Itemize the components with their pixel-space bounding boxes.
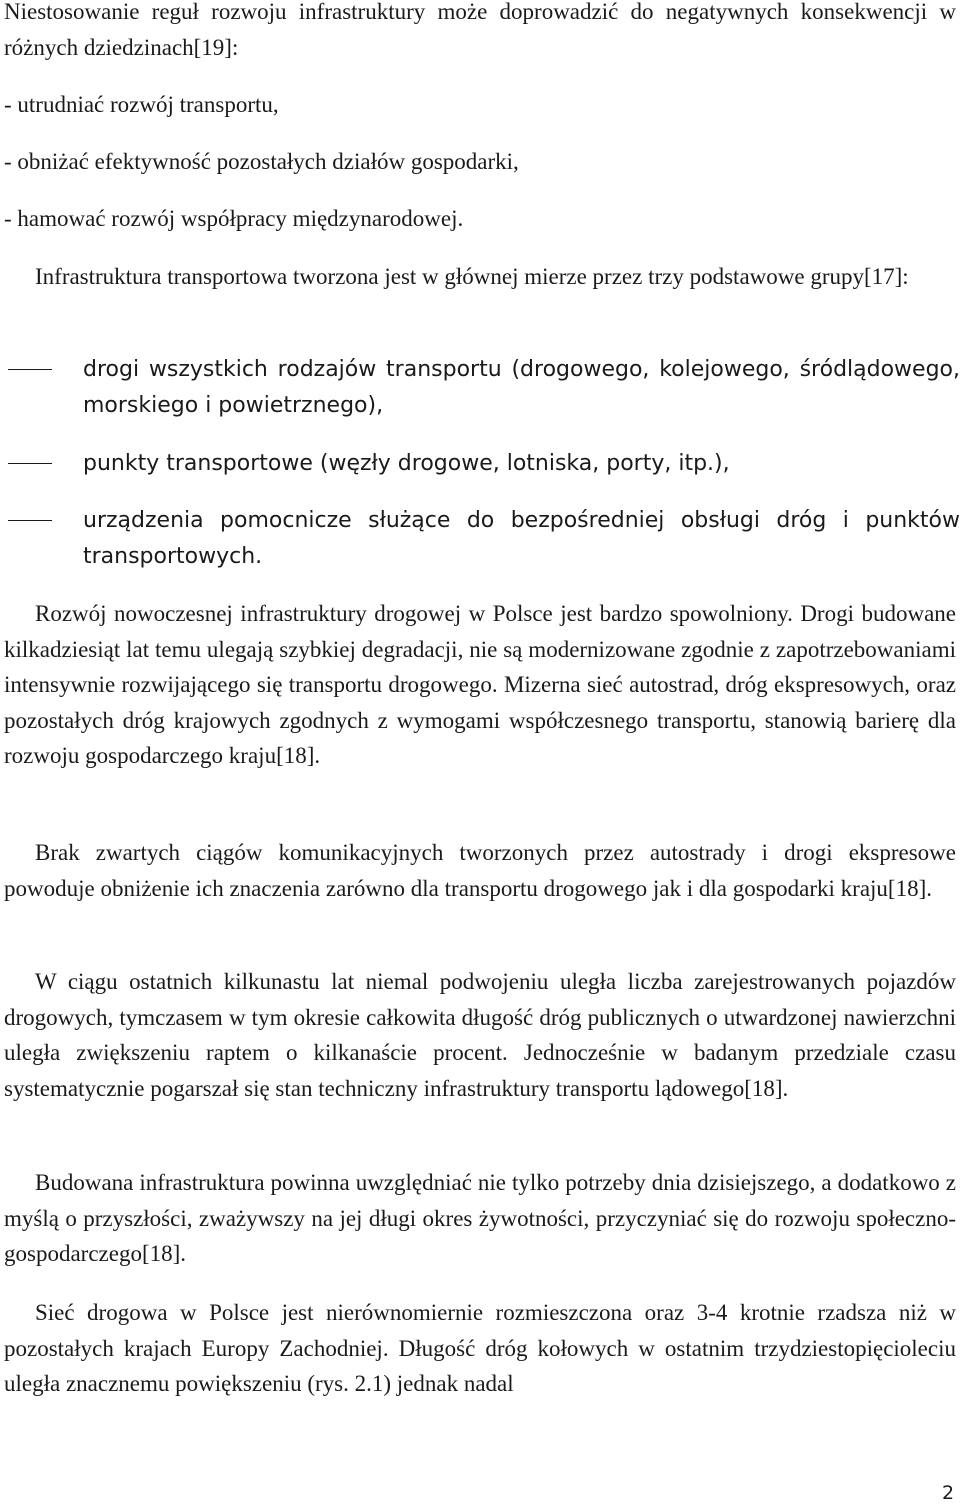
- dash-list-item-text: punkty transportowe (węzły drogowe, lotniska, porty, itp.),: [83, 451, 730, 476]
- dash-list-item-text: urządzenia pomocnicze służące do bezpośredniej obsługi dróg i punktów transportowych.: [83, 508, 960, 569]
- dash-list-item: [4, 503, 960, 575]
- body-paragraph: W ciągu ostatnich kilkunastu lat niemal podwojeniu uległa liczba zarejestrowanych pojazdów drogowych, tymczasem w tym okresie całkowita długość dróg publicznych o utwardzonej nawierzchni uległa zwiększeniu raptem o kilkanaście procent. Jednocześnie w badanym przedziale czasu systematycznie pogarszał się stan techniczny infrastruktury transportu lądowego[18].: [4, 969, 956, 1101]
- em-dash-bullet: [8, 369, 52, 370]
- dash-list-item-text: drogi wszystkich rodzajów transportu (drogowego, kolejowego, śródlądowego, morskiego i powietrznego),: [83, 357, 960, 418]
- hyphen-list-item: - hamować rozwój współpracy międzynarodowej.: [4, 206, 464, 231]
- dash-list-item: [4, 446, 956, 482]
- body-paragraph: Rozwój nowoczesnej infrastruktury drogowej w Polsce jest bardzo spowolniony. Drogi budowane kilkadziesiąt lat temu ulegają szybkiej degradacji, nie są modernizowane zgodnie z zapotrzebowaniami intensywnie rozwijającego się transportu drogowego. Mizerna sieć autostrad, dróg ekspresowych, oraz pozostałych dróg krajowych zgodnych z wymogami współczesnego transportu, stanowią barierę dla rozwoju gospodarczego kraju[18].: [4, 601, 956, 768]
- em-dash-bullet: [8, 463, 52, 464]
- intro-paragraph: Niestosowanie reguł rozwoju infrastruktury może doprowadzić do negatywnych konsekwencji w różnych dziedzinach[19]:: [4, 0, 956, 60]
- body-paragraph: Sieć drogowa w Polsce jest nierównomiernie rozmieszczona oraz 3-4 krotnie rzadsza niż w pozostałych krajach Europy Zachodniej. Długość dróg kołowych w ostatnim trzydziestopięcioleciu uległa znacznemu powiększeniu (rys. 2.1) jednak nadal: [4, 1300, 956, 1396]
- infrastructure-intro-paragraph: Infrastruktura transportowa tworzona jest w głównej mierze przez trzy podstawowe grupy[17]:: [35, 264, 909, 289]
- hyphen-list-item: - utrudniać rozwój transportu,: [4, 92, 279, 117]
- page-number: 2: [942, 1482, 955, 1504]
- hyphen-list-item: - obniżać efektywność pozostałych działów gospodarki,: [4, 149, 519, 174]
- body-paragraph: Budowana infrastruktura powinna uwzględniać nie tylko potrzeby dnia dzisiejszego, a dodatkowo z myślą o przyszłości, zważywszy na jej długi okres żywotności, przyczyniać się do rozwoju społeczno- gospodarczego[18].: [4, 1170, 956, 1266]
- body-paragraph: Brak zwartych ciągów komunikacyjnych tworzonych przez autostrady i drogi ekspresowe powoduje obniżenie ich znaczenia zarówno dla transportu drogowego jak i dla gospodarki kraju[18].: [4, 840, 956, 901]
- dash-list-item: [4, 352, 960, 424]
- em-dash-bullet: [8, 520, 52, 521]
